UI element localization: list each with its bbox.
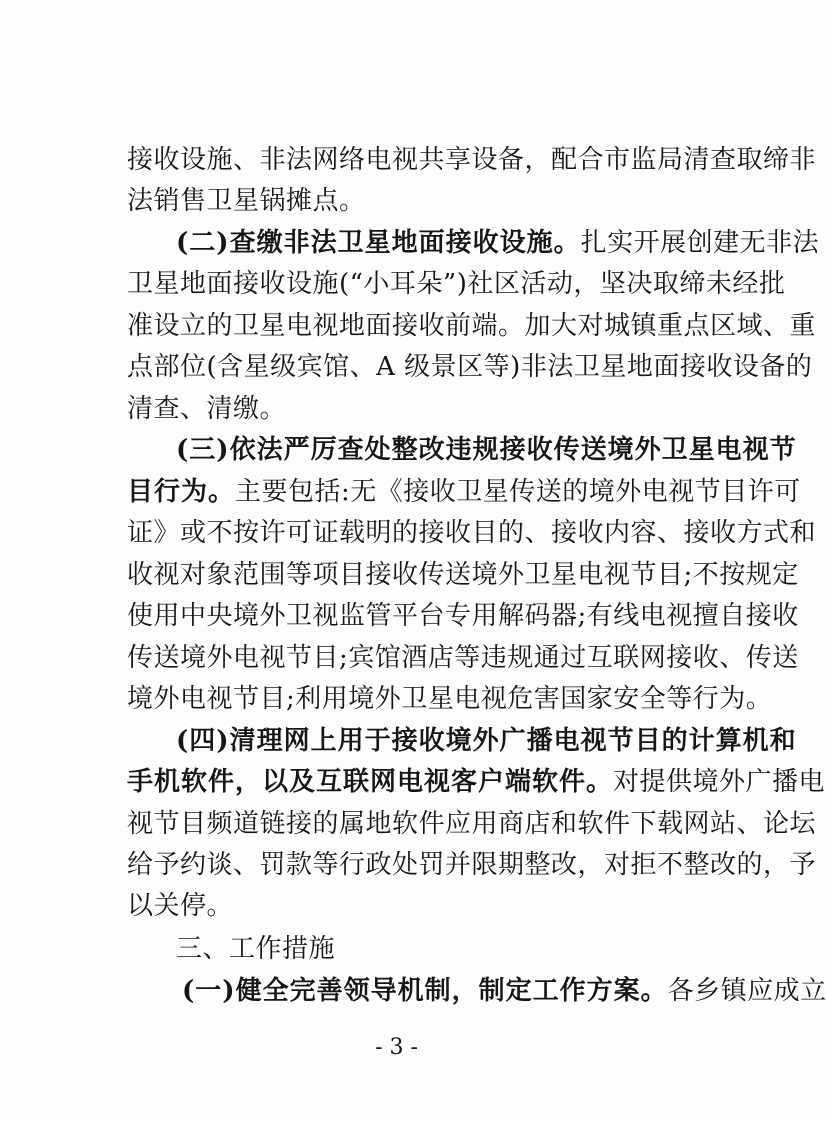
text-line [127, 638, 799, 678]
bold-heading-run: (三)依法严厉查处整改违规接收传送境外卫星电视节 [176, 435, 797, 465]
text-line [127, 804, 816, 844]
text-line [127, 513, 816, 553]
bold-heading-run: (四)清理网上用于接收境外广播电视节目的计算机和 [176, 726, 797, 756]
text-run: 给予约谈、罚款等行政处罚并限期整改，对拒不整改的，予 [127, 850, 817, 880]
bold-heading-run: 手机软件，以及互联网电视客户端软件。 [127, 767, 614, 797]
text-line [127, 762, 825, 802]
text-run: 境外电视节目;利用境外卫星电视危害国家安全等行为。 [127, 684, 773, 714]
text-line [176, 223, 819, 263]
bold-heading-run: 目行为。 [127, 477, 236, 507]
text-line [127, 845, 816, 885]
text-run: 对提供境外广播电 [613, 767, 826, 797]
text-line [127, 555, 799, 595]
text-run: 证》或不按许可证载明的接收目的、接收内容、接收方式和 [127, 518, 817, 548]
text-run: 传送境外电视节目;宾馆酒店等违规通过互联网接收、传送 [127, 643, 799, 673]
text-line [127, 472, 801, 512]
text-line [127, 264, 785, 304]
text-run: 点部位(含星级宾馆、A 级景区等)非法卫星地面接收设备的 [127, 352, 813, 382]
text-line [127, 596, 799, 636]
text-line [127, 347, 812, 387]
text-run: 卫星地面接收设施(“小耳朵”)社区活动，坚决取缔未经批 [127, 269, 786, 299]
text-run: 视节目频道链接的属地软件应用商店和软件下载网站、论坛 [127, 809, 817, 839]
text-line [176, 430, 797, 470]
text-run: 接收设施、非法网络电视共享设备，配合市监局清查取缔非 [127, 145, 817, 175]
text-line [127, 886, 233, 926]
text-run: 扎实开展创建无非法 [580, 228, 820, 258]
text-line [176, 721, 797, 761]
page-number: - 3 - [375, 1035, 418, 1060]
text-run: 清查、清缴。 [127, 394, 287, 424]
text-run: 以关停。 [127, 891, 234, 921]
text-line [127, 679, 772, 719]
text-run: 使用中央境外卫视监管平台专用解码器;有线电视擅自接收 [127, 601, 799, 631]
text-run: 三、工作措施 [176, 934, 336, 964]
bold-heading-run: (二)查缴非法卫星地面接收设施。 [176, 228, 581, 258]
bold-heading-run: (一)健全完善领导机制，制定工作方案。 [182, 976, 668, 1006]
text-line [127, 306, 816, 346]
text-line [182, 971, 827, 1011]
text-line [127, 140, 816, 180]
text-line [127, 181, 366, 221]
text-run: 主要包括:无《接收卫星传送的境外电视节目许可 [235, 477, 801, 507]
text-line [176, 929, 335, 969]
text-run: 准设立的卫星电视地面接收前端。加大对城镇重点区域、重 [127, 311, 817, 341]
text-line [127, 389, 286, 429]
text-run: 各乡镇应成立 [667, 976, 827, 1006]
text-run: 法销售卫星锅摊点。 [127, 186, 366, 216]
text-run: 收视对象范围等项目接收传送境外卫星电视节目;不按规定 [127, 560, 799, 590]
